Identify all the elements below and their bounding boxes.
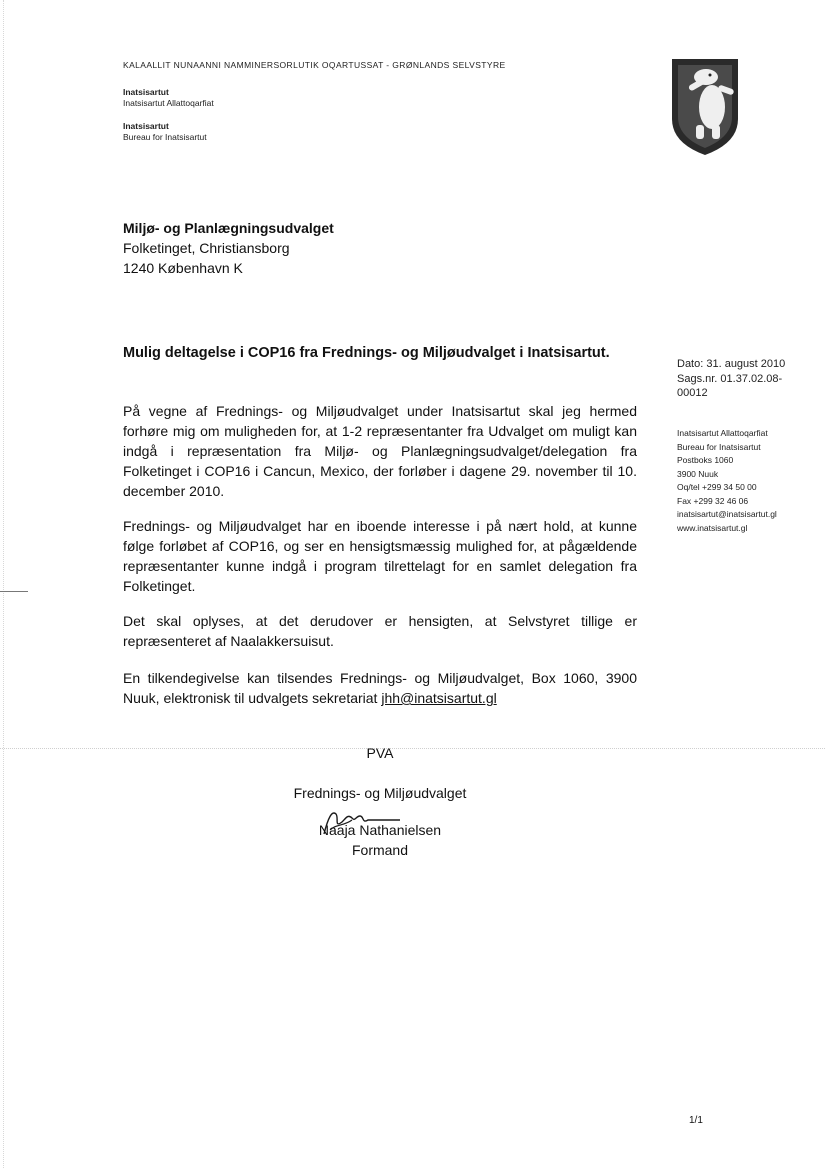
sender-email: inatsisartut@inatsisartut.gl: [677, 509, 777, 519]
header-block-1-sub: Inatsisartut Allattoqarfiat: [123, 98, 214, 108]
case-number-1: Sags.nr. 01.37.02.08-: [677, 372, 783, 385]
body-paragraph-4: [123, 668, 637, 708]
signature-committee: Frednings- og Miljøudvalget: [293, 785, 467, 801]
recipient-address: [123, 218, 334, 278]
secretariat-email-link[interactable]: jhh@inatsisartut.gl: [381, 690, 497, 706]
fold-mark: [0, 591, 28, 592]
body-paragraph-4-text: En tilkendegivelse kan tilsendes Frednings- og Miljøudvalget, Box 1060, 3900 Nuuk, elektronisk til udvalgets sekretariat: [123, 670, 637, 706]
header-block-2-sub: Bureau for Inatsisartut: [123, 132, 207, 142]
letter-meta: [677, 357, 797, 401]
header-block-2: [123, 121, 207, 143]
letter-date: Dato: 31. august 2010: [677, 358, 786, 370]
recipient-line-3: 1240 København K: [123, 260, 243, 276]
page-number: 1/1: [689, 1115, 703, 1126]
body-paragraph-3: Det skal oplyses, at det derudover er hensigten, at Selvstyret tillige er repræsenteret af Naalakkersuisut.: [123, 613, 637, 649]
sender-website: www.inatsisartut.gl: [677, 522, 748, 533]
body-paragraph-2: Frednings- og Miljøudvalget har en iboende interesse i på nært hold, at kunne følge forløbet af COP16, og ser en hensigtsmæssig mulighed for, at pågældende repræsentanter kunne indgå i program tilrettelagt for en samlet delegation fra Folketinget.: [123, 518, 637, 594]
header-block-2-title: Inatsisartut: [123, 121, 169, 131]
page-divider: [0, 748, 825, 749]
sender-contact-block: [677, 427, 777, 535]
body-paragraph-1: På vegne af Frednings- og Miljøudvalget under Inatsisartut skal jeg hermed forhøre mig om muligheden for, at 1-2 repræsentanter fra Udvalget om muligt kan indgå i repræsentation fra Miljø- og Planlægningsudvalget/delegation fra Folketinget i COP16 i Cancun, Mexico, der forløber i dagene 29. november til 10. december 2010.: [123, 403, 637, 499]
sender-line: Oq/tel +299 34 50 00: [677, 482, 757, 492]
sender-line: Bureau for Inatsisartut: [677, 441, 761, 452]
letter-subject: Mulig deltagelse i COP16 fra Frednings- og Miljøudvalget i Inatsisartut.: [123, 345, 610, 361]
header-block-1-title: Inatsisartut: [123, 87, 169, 97]
sender-line: Fax +299 32 46 06: [677, 495, 749, 506]
case-number-2: 00012: [677, 387, 708, 399]
sender-line: Postboks 1060: [677, 455, 734, 465]
organization-line: KALAALLIT NUNAANNI NAMMINERSORLUTIK OQARTUSSAT - GRØNLANDS SELVSTYRE: [123, 60, 506, 70]
coat-of-arms-icon: [670, 57, 740, 157]
signature-pva: PVA: [366, 745, 394, 761]
signature-title: Formand: [351, 842, 409, 858]
recipient-name: Miljø- og Planlægningsudvalget: [123, 220, 334, 236]
scan-edge-rule: [3, 0, 4, 1168]
sender-line: Inatsisartut Allattoqarfiat: [677, 428, 768, 438]
sender-line: 3900 Nuuk: [677, 468, 719, 479]
recipient-line-2: Folketinget, Christiansborg: [123, 240, 290, 256]
signature-name: Naaja Nathanielsen: [318, 822, 442, 838]
header-block-1: [123, 87, 214, 109]
